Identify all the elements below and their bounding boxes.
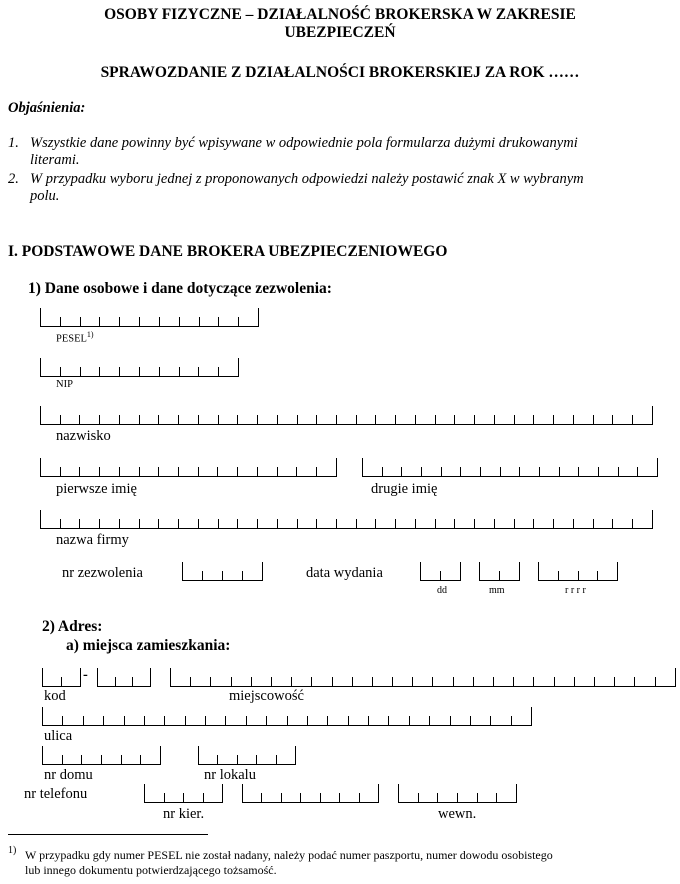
char-cell[interactable] xyxy=(219,519,239,528)
char-cell[interactable] xyxy=(501,467,521,476)
char-cell[interactable] xyxy=(211,677,231,686)
char-cell[interactable] xyxy=(61,317,81,326)
char-cell[interactable] xyxy=(515,415,535,424)
char-cell[interactable] xyxy=(41,317,61,326)
form-title-line2: UBEZPIECZEŃ xyxy=(284,24,396,41)
char-cell[interactable] xyxy=(474,677,494,686)
char-cell[interactable] xyxy=(120,317,140,326)
char-cell[interactable] xyxy=(534,677,554,686)
char-cell[interactable] xyxy=(165,716,185,725)
char-cell[interactable] xyxy=(61,415,81,424)
postcode-part2-field[interactable] xyxy=(97,668,151,687)
char-cell[interactable] xyxy=(376,415,396,424)
address-heading: 2) Adres: xyxy=(42,618,103,635)
char-cell[interactable] xyxy=(238,467,258,476)
char-cell[interactable] xyxy=(120,415,140,424)
char-cell[interactable] xyxy=(80,415,100,424)
char-cell[interactable] xyxy=(62,668,81,686)
char-cell[interactable] xyxy=(219,415,239,424)
char-cell[interactable] xyxy=(203,571,223,580)
char-cell[interactable] xyxy=(80,467,100,476)
second-name-label: drugie imię xyxy=(371,481,438,497)
char-cell[interactable] xyxy=(515,519,535,528)
street-field[interactable] xyxy=(42,707,532,726)
char-cell[interactable] xyxy=(312,677,332,686)
footnote-mark: 1) xyxy=(8,845,17,856)
char-cell[interactable] xyxy=(267,716,287,725)
char-cell[interactable] xyxy=(615,677,635,686)
pesel-footnote-mark: 1) xyxy=(86,330,94,339)
pesel-label xyxy=(56,330,94,345)
char-cell[interactable] xyxy=(579,467,599,476)
char-cell[interactable] xyxy=(82,755,102,764)
char-cell[interactable] xyxy=(102,755,122,764)
char-cell[interactable] xyxy=(451,716,471,725)
postcode-part1-field[interactable] xyxy=(42,668,81,687)
char-cell[interactable] xyxy=(219,317,239,326)
char-cell[interactable] xyxy=(160,367,180,376)
char-cell[interactable] xyxy=(595,677,615,686)
char-cell[interactable] xyxy=(81,317,101,326)
char-cell[interactable] xyxy=(340,793,359,802)
char-cell[interactable] xyxy=(145,716,165,725)
year-hint: r r r r xyxy=(565,585,586,596)
char-cell[interactable] xyxy=(63,716,83,725)
surname-label: nazwisko xyxy=(56,428,111,444)
char-cell[interactable] xyxy=(436,415,456,424)
char-cell[interactable] xyxy=(383,467,403,476)
char-cell[interactable] xyxy=(199,755,218,764)
char-cell[interactable] xyxy=(534,519,554,528)
char-cell[interactable] xyxy=(357,415,377,424)
flat-number-field[interactable] xyxy=(198,746,296,765)
char-cell[interactable] xyxy=(84,716,104,725)
char-cell[interactable] xyxy=(321,793,340,802)
char-cell[interactable] xyxy=(555,677,575,686)
char-cell[interactable] xyxy=(455,519,475,528)
char-cell[interactable] xyxy=(171,677,191,686)
char-cell[interactable] xyxy=(252,677,272,686)
char-cell[interactable] xyxy=(298,415,318,424)
char-cell[interactable] xyxy=(282,793,301,802)
char-cell[interactable] xyxy=(218,755,237,764)
char-cell[interactable] xyxy=(218,467,238,476)
char-cell[interactable] xyxy=(43,755,63,764)
house-number-label: nr domu xyxy=(44,767,93,783)
day-hint: dd xyxy=(437,585,447,596)
char-cell[interactable] xyxy=(575,677,595,686)
char-cell[interactable] xyxy=(491,716,511,725)
char-cell[interactable] xyxy=(594,415,614,424)
char-cell[interactable] xyxy=(140,519,160,528)
char-cell[interactable] xyxy=(422,467,442,476)
char-cell[interactable] xyxy=(433,677,453,686)
char-cell[interactable] xyxy=(539,571,559,580)
char-cell[interactable] xyxy=(416,415,436,424)
char-cell[interactable] xyxy=(478,793,498,802)
explanation-2-line1: W przypadku wyboru jednej z proponowanych odpowiedzi należy postawić znak X w wybranym xyxy=(30,171,584,187)
char-cell[interactable] xyxy=(238,415,258,424)
char-cell[interactable] xyxy=(140,467,160,476)
char-cell[interactable] xyxy=(160,317,180,326)
phone-label: nr telefonu xyxy=(24,786,88,802)
surname-field[interactable] xyxy=(40,406,653,425)
char-cell[interactable] xyxy=(475,415,495,424)
char-cell[interactable] xyxy=(441,562,461,580)
char-cell[interactable] xyxy=(258,415,278,424)
nip-label: NIP xyxy=(56,379,73,390)
phone-extension-field[interactable] xyxy=(398,784,517,803)
char-cell[interactable] xyxy=(393,677,413,686)
char-cell[interactable] xyxy=(140,367,160,376)
char-cell[interactable] xyxy=(200,317,220,326)
char-cell[interactable] xyxy=(80,519,100,528)
char-cell[interactable] xyxy=(272,677,292,686)
char-cell[interactable] xyxy=(369,716,389,725)
form-subtitle: SPRAWOZDANIE Z DZIAŁALNOŚCI BROKERSKIEJ ZA ROK …… xyxy=(100,64,580,81)
char-cell[interactable] xyxy=(186,716,206,725)
subsection-personal-data-heading: 1) Dane osobowe i dane dotyczące zezwolenia: xyxy=(28,280,332,297)
char-cell[interactable] xyxy=(337,519,357,528)
char-cell[interactable] xyxy=(288,716,308,725)
char-cell[interactable] xyxy=(481,467,501,476)
char-cell[interactable] xyxy=(613,519,633,528)
phone-number-field[interactable] xyxy=(242,784,379,803)
char-cell[interactable] xyxy=(41,367,61,376)
permit-number-label: nr zezwolenia xyxy=(62,565,143,581)
char-cell[interactable] xyxy=(223,571,243,580)
char-cell[interactable] xyxy=(61,519,81,528)
char-cell[interactable] xyxy=(232,677,252,686)
month-hint: mm xyxy=(489,585,505,596)
char-cell[interactable] xyxy=(416,519,436,528)
char-cell[interactable] xyxy=(317,519,337,528)
char-cell[interactable] xyxy=(183,571,203,580)
explanations-heading: Objaśnienia: xyxy=(8,100,86,116)
char-cell[interactable] xyxy=(43,677,62,686)
char-cell[interactable] xyxy=(179,519,199,528)
char-cell[interactable] xyxy=(301,793,320,802)
char-cell[interactable] xyxy=(471,716,491,725)
char-cell[interactable] xyxy=(480,571,500,580)
char-cell[interactable] xyxy=(278,519,298,528)
char-cell[interactable] xyxy=(204,784,224,802)
char-cell[interactable] xyxy=(81,367,101,376)
char-cell[interactable] xyxy=(180,317,200,326)
char-cell[interactable] xyxy=(41,467,61,476)
char-cell[interactable] xyxy=(159,415,179,424)
city-label: miejscowość xyxy=(229,688,304,704)
char-cell[interactable] xyxy=(63,755,83,764)
char-cell[interactable] xyxy=(317,458,337,476)
extension-label: wewn. xyxy=(438,806,477,822)
char-cell[interactable] xyxy=(402,467,422,476)
char-cell[interactable] xyxy=(317,415,337,424)
char-cell[interactable] xyxy=(619,467,639,476)
char-cell[interactable] xyxy=(159,467,179,476)
char-cell[interactable] xyxy=(376,519,396,528)
char-cell[interactable] xyxy=(554,519,574,528)
char-cell[interactable] xyxy=(353,677,373,686)
char-cell[interactable] xyxy=(278,415,298,424)
char-cell[interactable] xyxy=(410,716,430,725)
section-1-heading: I. PODSTAWOWE DANE BROKERA UBEZPIECZENIOWEGO xyxy=(8,243,448,260)
char-cell[interactable] xyxy=(635,677,655,686)
first-name-label: pierwsze imię xyxy=(56,481,137,497)
area-code-label: nr kier. xyxy=(163,806,205,822)
pesel-field[interactable] xyxy=(40,308,259,327)
char-cell[interactable] xyxy=(574,415,594,424)
char-cell[interactable] xyxy=(534,415,554,424)
footnote-line2: lub innego dokumentu potwierdzającego tożsamość. xyxy=(25,863,277,877)
char-cell[interactable] xyxy=(454,677,474,686)
char-cell[interactable] xyxy=(357,519,377,528)
postcode-dash: - xyxy=(83,667,88,683)
char-cell[interactable] xyxy=(179,467,199,476)
char-cell[interactable] xyxy=(199,519,219,528)
char-cell[interactable] xyxy=(559,571,579,580)
char-cell[interactable] xyxy=(554,415,574,424)
char-cell[interactable] xyxy=(579,571,599,580)
char-cell[interactable] xyxy=(61,367,81,376)
char-cell[interactable] xyxy=(308,716,328,725)
flat-number-label: nr lokalu xyxy=(204,767,256,783)
char-cell[interactable] xyxy=(120,519,140,528)
char-cell[interactable] xyxy=(133,668,151,686)
char-cell[interactable] xyxy=(140,415,160,424)
char-cell[interactable] xyxy=(122,755,142,764)
char-cell[interactable] xyxy=(141,746,161,764)
char-cell[interactable] xyxy=(514,677,534,686)
char-cell[interactable] xyxy=(180,367,200,376)
char-cell[interactable] xyxy=(396,519,416,528)
char-cell[interactable] xyxy=(43,716,63,725)
char-cell[interactable] xyxy=(199,367,219,376)
char-cell[interactable] xyxy=(656,668,676,686)
char-cell[interactable] xyxy=(258,467,278,476)
char-cell[interactable] xyxy=(100,415,120,424)
char-cell[interactable] xyxy=(238,755,257,764)
char-cell[interactable] xyxy=(497,784,517,802)
first-name-field[interactable] xyxy=(40,458,337,477)
char-cell[interactable] xyxy=(292,677,312,686)
char-cell[interactable] xyxy=(430,716,450,725)
char-cell[interactable] xyxy=(594,519,614,528)
char-cell[interactable] xyxy=(442,467,462,476)
char-cell[interactable] xyxy=(598,562,618,580)
char-cell[interactable] xyxy=(120,367,140,376)
permit-number-field[interactable] xyxy=(182,562,263,581)
char-cell[interactable] xyxy=(495,519,515,528)
char-cell[interactable] xyxy=(396,415,416,424)
char-cell[interactable] xyxy=(363,467,383,476)
explanation-1-line2: literami. xyxy=(30,152,80,168)
char-cell[interactable] xyxy=(104,716,124,725)
char-cell[interactable] xyxy=(145,793,165,802)
char-cell[interactable] xyxy=(540,467,560,476)
char-cell[interactable] xyxy=(191,677,211,686)
form-title-line1: OSOBY FIZYCZNE – DZIAŁALNOŚĆ BROKERSKA W ZAKRESIE xyxy=(104,6,576,23)
char-cell[interactable] xyxy=(438,793,458,802)
char-cell[interactable] xyxy=(349,716,369,725)
street-label: ulica xyxy=(44,728,73,744)
footnote-separator xyxy=(8,834,208,835)
char-cell[interactable] xyxy=(61,467,81,476)
postcode-label: kod xyxy=(44,688,66,704)
city-field[interactable] xyxy=(170,668,676,687)
char-cell[interactable] xyxy=(199,415,219,424)
char-cell[interactable] xyxy=(560,467,580,476)
explanation-2-line2: polu. xyxy=(30,188,60,204)
char-cell[interactable] xyxy=(277,746,296,764)
char-cell[interactable] xyxy=(633,510,653,528)
char-cell[interactable] xyxy=(179,415,199,424)
char-cell[interactable] xyxy=(159,519,179,528)
issue-date-day-field[interactable] xyxy=(420,562,461,581)
char-cell[interactable] xyxy=(184,793,204,802)
char-cell[interactable] xyxy=(100,519,120,528)
char-cell[interactable] xyxy=(125,716,145,725)
char-cell[interactable] xyxy=(613,415,633,424)
char-cell[interactable] xyxy=(436,519,456,528)
footnote-line1: W przypadku gdy numer PESEL nie został nadany, należy podać numer paszportu, numer dowodu osobistego xyxy=(25,848,553,862)
issue-date-label: data wydania xyxy=(306,565,383,581)
char-cell[interactable] xyxy=(500,562,520,580)
char-cell[interactable] xyxy=(638,458,658,476)
nip-field[interactable] xyxy=(40,358,239,377)
char-cell[interactable] xyxy=(455,415,475,424)
char-cell[interactable] xyxy=(389,716,409,725)
char-cell[interactable] xyxy=(98,677,116,686)
char-cell[interactable] xyxy=(140,317,160,326)
char-cell[interactable] xyxy=(100,367,120,376)
pesel-label-text: PESEL xyxy=(56,333,87,345)
char-cell[interactable] xyxy=(328,716,348,725)
char-cell[interactable] xyxy=(199,467,219,476)
char-cell[interactable] xyxy=(226,716,246,725)
explanation-1-line1: Wszystkie dane powinny być wpisywane w odpowiednie pola formularza dużymi drukowanymi xyxy=(30,135,578,151)
char-cell[interactable] xyxy=(219,358,239,376)
char-cell[interactable] xyxy=(262,793,281,802)
char-cell[interactable] xyxy=(239,308,259,326)
phone-area-code-field[interactable] xyxy=(144,784,223,803)
char-cell[interactable] xyxy=(41,519,61,528)
char-cell[interactable] xyxy=(633,406,653,424)
char-cell[interactable] xyxy=(100,467,120,476)
char-cell[interactable] xyxy=(495,415,515,424)
char-cell[interactable] xyxy=(297,467,317,476)
company-name-field[interactable] xyxy=(40,510,653,529)
char-cell[interactable] xyxy=(243,793,262,802)
char-cell[interactable] xyxy=(258,519,278,528)
char-cell[interactable] xyxy=(247,716,267,725)
char-cell[interactable] xyxy=(206,716,226,725)
char-cell[interactable] xyxy=(599,467,619,476)
explanation-1-number: 1. xyxy=(8,135,19,151)
char-cell[interactable] xyxy=(520,467,540,476)
char-cell[interactable] xyxy=(243,562,263,580)
issue-date-year-field[interactable] xyxy=(538,562,618,581)
char-cell[interactable] xyxy=(419,793,439,802)
char-cell[interactable] xyxy=(413,677,433,686)
house-number-field[interactable] xyxy=(42,746,161,765)
issue-date-month-field[interactable] xyxy=(479,562,520,581)
char-cell[interactable] xyxy=(458,793,478,802)
char-cell[interactable] xyxy=(238,519,258,528)
char-cell[interactable] xyxy=(278,467,298,476)
char-cell[interactable] xyxy=(574,519,594,528)
char-cell[interactable] xyxy=(399,793,419,802)
char-cell[interactable] xyxy=(333,677,353,686)
explanation-2-number: 2. xyxy=(8,171,19,187)
char-cell[interactable] xyxy=(100,317,120,326)
char-cell[interactable] xyxy=(298,519,318,528)
company-name-label: nazwa firmy xyxy=(56,532,129,548)
char-cell[interactable] xyxy=(373,677,393,686)
residence-address-heading: a) miejsca zamieszkania: xyxy=(66,637,231,654)
char-cell[interactable] xyxy=(41,415,61,424)
second-name-field[interactable] xyxy=(362,458,658,477)
char-cell[interactable] xyxy=(421,571,441,580)
char-cell[interactable] xyxy=(120,467,140,476)
char-cell[interactable] xyxy=(461,467,481,476)
char-cell[interactable] xyxy=(116,677,134,686)
char-cell[interactable] xyxy=(512,707,532,725)
char-cell[interactable] xyxy=(337,415,357,424)
char-cell[interactable] xyxy=(165,793,185,802)
char-cell[interactable] xyxy=(494,677,514,686)
char-cell[interactable] xyxy=(257,755,276,764)
char-cell[interactable] xyxy=(475,519,495,528)
char-cell[interactable] xyxy=(360,784,379,802)
